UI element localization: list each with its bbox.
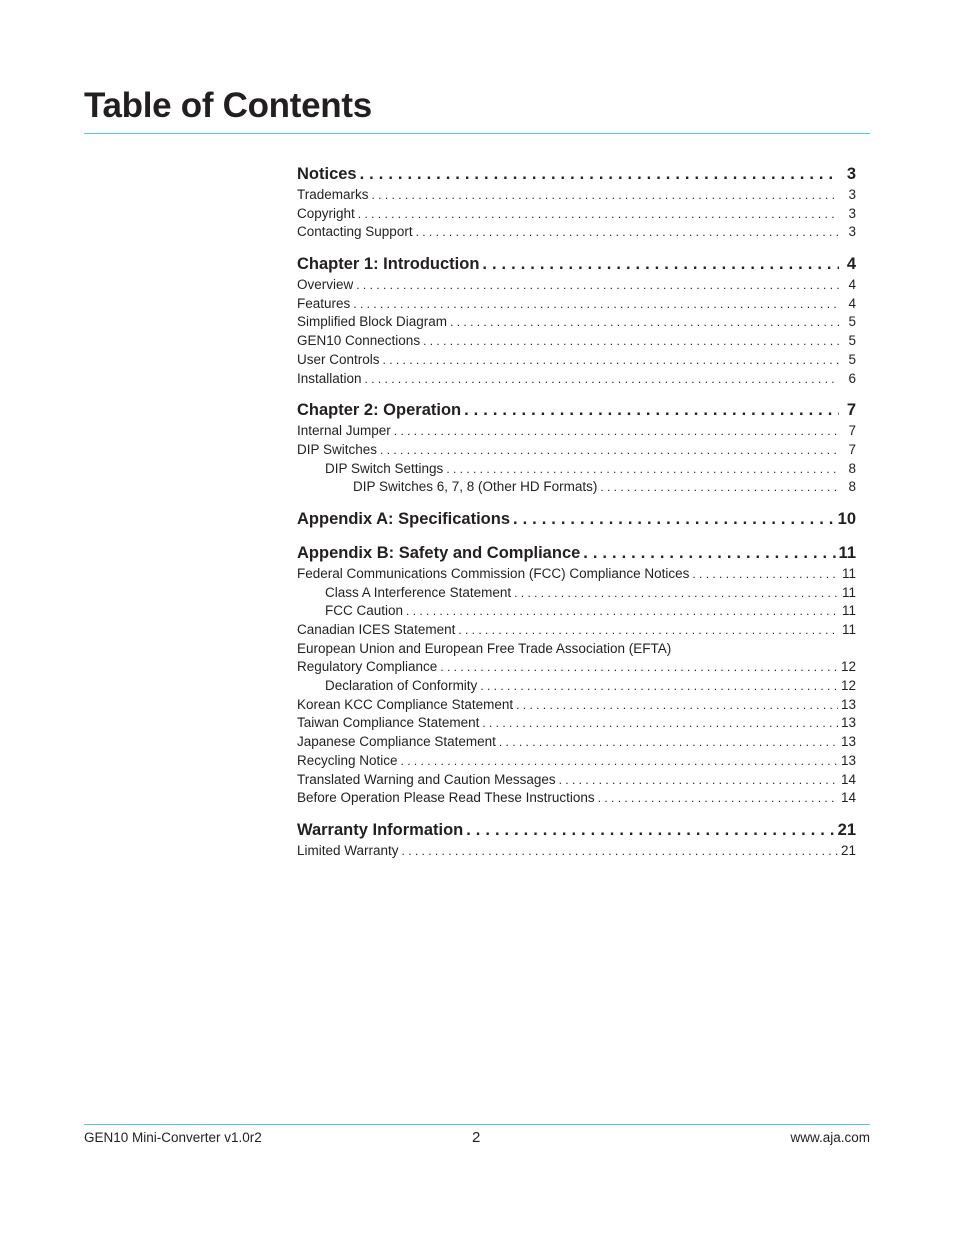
toc-heading-link[interactable] [297,818,856,842]
dot-leader [514,584,839,603]
toc-entry-page: 4 [848,295,856,311]
dot-leader [365,370,839,389]
toc-entry-label: User Controls [297,351,380,367]
toc-entry-link[interactable] [297,677,856,696]
toc-entry-link[interactable] [297,370,856,389]
toc-heading-page: 4 [846,255,856,274]
toc-entry-label: Recycling Notice [297,752,398,768]
toc-entry-label: Internal Jumper [297,423,391,439]
toc-entry-link[interactable] [297,771,856,790]
toc-entry-link[interactable] [297,696,856,715]
toc-entry-label: Limited Warranty [297,842,399,858]
dot-leader [402,842,838,861]
toc-heading-title: Chapter 2: Operation [297,401,462,420]
toc-entry-page: 13 [840,715,856,731]
dot-leader [464,398,839,422]
toc-entry-page: 11 [841,584,856,600]
toc-heading-link[interactable] [297,252,856,276]
dot-leader [383,351,839,370]
toc-entry-page: 5 [848,314,856,330]
dot-leader [416,223,839,242]
toc-entry-label: Japanese Compliance Statement [297,734,496,750]
toc-entry-page: 11 [841,622,856,637]
dot-leader [692,565,839,584]
dot-leader [499,733,838,752]
toc-entry-label: DIP Switches 6, 7, 8 (Other HD Formats) [353,479,598,495]
page-title: Table of Contents [84,86,372,125]
toc-entry-link[interactable] [297,313,856,332]
toc-entry-page: 4 [848,277,856,293]
dot-leader [353,295,839,314]
toc-heading-title: Chapter 1: Introduction [297,255,480,274]
dot-leader [406,602,839,621]
dot-leader [446,460,839,479]
toc-entry-label: Copyright [297,205,355,221]
dot-leader [513,507,835,531]
toc-entry-page: 3 [848,224,856,240]
toc-heading-page: 21 [837,820,856,839]
toc-section [297,541,856,808]
toc-section [297,507,856,531]
toc-heading-link[interactable] [297,507,856,531]
toc-entry-link[interactable] [297,205,856,224]
dot-leader [480,677,838,696]
dot-leader [482,252,839,276]
dot-leader [356,276,839,295]
toc-entry-link[interactable] [297,714,856,733]
toc-entry-page: 7 [848,441,856,457]
toc-section [297,818,856,861]
toc-section [297,252,856,388]
dot-leader [450,313,839,332]
toc-entry-page: 7 [848,423,856,439]
toc-entry-label: Contacting Support [297,224,413,240]
toc-entry-page: 12 [840,678,856,694]
dot-leader [372,186,839,205]
toc-entry-page: 8 [848,460,856,476]
toc-heading-page: 10 [837,509,856,528]
toc-entry-link[interactable] [297,789,856,808]
toc-entry-link[interactable] [297,602,856,621]
toc-entry-link[interactable] [297,658,856,677]
toc-entry-label: Overview [297,277,354,293]
dot-leader [401,752,838,771]
toc-entry-link[interactable] [297,295,856,314]
toc-heading-title: Notices [297,165,357,183]
dot-leader [394,422,839,441]
toc-entry-label: Simplified Block Diagram [297,314,448,330]
toc-entry-link[interactable] [297,621,856,640]
toc-entry-page: 13 [840,734,856,750]
toc-entry-link[interactable] [297,752,856,771]
toc-entry-link[interactable] [297,186,856,205]
dot-leader [358,205,839,224]
footer-document-name: GEN10 Mini-Converter v1.0r2 [84,1130,262,1145]
dot-leader [583,541,835,565]
dot-leader [559,771,838,790]
toc-heading-title: Warranty Information [297,820,464,839]
toc-entry-label: Trademarks [297,187,369,202]
toc-entry-label: Translated Warning and Caution Messages [297,771,556,787]
toc-heading-title: Appendix A: Specifications [297,509,511,528]
toc-entry-link[interactable] [297,422,856,441]
toc-entry-label: Features [297,295,351,311]
dot-leader [482,714,838,733]
toc-entry-label: Before Operation Please Read These Instructions [297,790,595,806]
toc-entry-page: 3 [848,205,856,221]
toc-entry-page: 21 [840,842,856,858]
dot-leader [458,621,839,640]
toc-heading-link[interactable] [297,541,856,565]
toc-entry-label: GEN10 Connections [297,333,421,349]
dot-leader [380,441,839,460]
toc-section [297,162,856,242]
dot-leader [466,818,834,842]
toc-heading-title: Appendix B: Safety and Compliance [297,543,581,562]
toc-entry-label: Installation [297,370,362,386]
toc-entry-label: Federal Communications Commission (FCC) Compliance Notices [297,565,690,581]
toc-entry-page: 14 [840,790,856,806]
toc-entry-link[interactable] [297,733,856,752]
toc-entry-link[interactable] [297,332,856,351]
dot-leader [360,162,839,186]
dot-leader [600,478,839,497]
toc-entry-link[interactable] [297,441,856,460]
toc-entry-page: 5 [848,333,856,349]
toc-entry-link[interactable] [297,584,856,603]
table-of-contents [297,162,856,871]
dot-leader [423,332,839,351]
toc-entry-link[interactable] [297,460,856,479]
toc-entry-text: European Union and European Free Trade Association (EFTA) [297,640,672,656]
toc-entry-link[interactable] [297,478,856,497]
toc-entry-link[interactable] [297,351,856,370]
toc-heading-page: 3 [846,165,856,183]
footer-website-link[interactable]: www.aja.com [790,1130,870,1145]
toc-entry-label: FCC Caution [325,603,404,619]
dot-leader [598,789,838,808]
toc-entry-page: 3 [848,187,856,202]
toc-entry-label: Canadian ICES Statement [297,622,456,637]
toc-entry-page: 13 [840,752,856,768]
toc-entry-link[interactable] [297,276,856,295]
footer-divider [84,1124,870,1125]
toc-entry-page: 13 [840,696,856,712]
toc-entry-link[interactable] [297,842,856,861]
toc-entry-page: 8 [848,479,856,495]
toc-entry-page: 6 [848,370,856,386]
toc-entry-page: 11 [841,603,856,619]
toc-entry-page: 12 [840,659,856,675]
toc-entry-label: Class A Interference Statement [325,584,512,600]
toc-entry-label: Declaration of Conformity [325,678,478,694]
toc-entry-label: DIP Switches [297,441,378,457]
toc-heading-link[interactable] [297,398,856,422]
toc-heading-page: 11 [838,543,856,562]
toc-entry-link[interactable] [297,565,856,584]
title-divider [84,133,870,134]
toc-entry-page: 5 [848,351,856,367]
toc-entry-label: Korean KCC Compliance Statement [297,696,514,712]
toc-entry-label: Taiwan Compliance Statement [297,715,480,731]
toc-entry-page: 11 [841,565,856,581]
toc-entry-link[interactable] [297,223,856,242]
toc-section [297,398,856,497]
toc-entry-label: Regulatory Compliance [297,659,438,675]
toc-entry-label: DIP Switch Settings [325,460,444,476]
toc-heading-link[interactable] [297,162,856,186]
dot-leader [440,658,838,677]
dot-leader [516,696,838,715]
toc-heading-page: 7 [846,401,856,420]
toc-entry-page: 14 [840,771,856,787]
footer-page-number: 2 [472,1129,481,1146]
